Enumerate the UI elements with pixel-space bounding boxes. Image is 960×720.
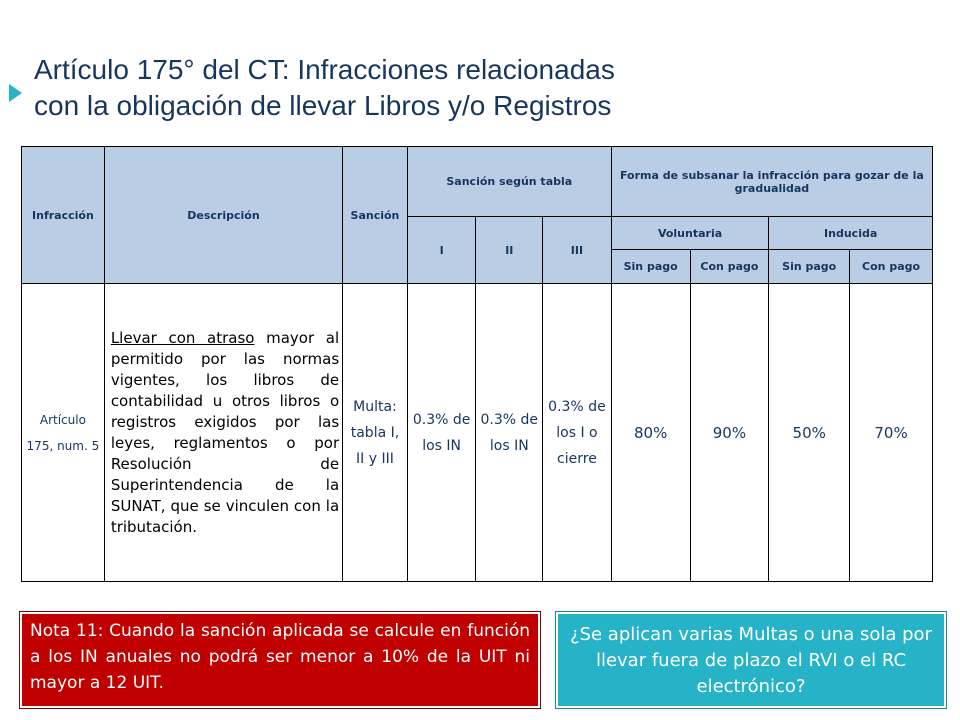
cell-infraccion: Artículo 175, num. 5 bbox=[22, 284, 105, 582]
descripcion-rest: mayor al permitido por las normas vigentes, los libros de contabilidad u otros libros o registros exigidos por las leyes, reglamentos o por Resolución de Superintendencia de la SUNAT, que se vinculen con la tributación. bbox=[110, 328, 340, 536]
header-tabla-II: II bbox=[476, 217, 543, 284]
cell-tabla-II: 0.3% de los IN bbox=[476, 284, 543, 582]
header-tabla-III: III bbox=[543, 217, 612, 284]
cell-tabla-III: 0.3% de los I o cierre bbox=[543, 284, 612, 582]
header-vol-con-pago: Con pago bbox=[690, 250, 769, 284]
page-title bbox=[34, 52, 934, 124]
header-ind-sin-pago: Sin pago bbox=[769, 250, 850, 284]
header-forma-subsanar: Forma de subsanar la infracción para gozar de la gradualidad bbox=[611, 147, 932, 217]
bullet-arrow-icon bbox=[9, 84, 22, 102]
nota-box: Nota 11: Cuando la sanción aplicada se calcule en función a los IN anuales no podrá ser menor a 10% de la UIT ni mayor a 12 UIT. bbox=[20, 612, 540, 708]
table-row bbox=[22, 284, 933, 582]
header-descripcion: Descripción bbox=[104, 147, 342, 284]
header-sancion-tabla: Sanción según tabla bbox=[407, 147, 611, 217]
cell-tabla-I: 0.3% de los IN bbox=[407, 284, 476, 582]
header-inducida: Inducida bbox=[769, 217, 933, 250]
cell-vol-sin-pago: 80% bbox=[611, 284, 690, 582]
descripcion-underlined: Llevar con atraso bbox=[110, 328, 255, 347]
header-ind-con-pago: Con pago bbox=[850, 250, 933, 284]
title-line-1: Artículo 175° del CT: Infracciones relacionadas bbox=[34, 54, 615, 85]
question-box: ¿Se aplican varias Multas o una sola por llevar fuera de plazo el RVI o el RC electrónico? bbox=[556, 612, 946, 708]
header-vol-sin-pago: Sin pago bbox=[611, 250, 690, 284]
header-voluntaria: Voluntaria bbox=[611, 217, 769, 250]
cell-sancion: Multa: tabla I, II y III bbox=[343, 284, 408, 582]
infractions-table bbox=[21, 146, 933, 582]
cell-ind-con-pago: 70% bbox=[850, 284, 933, 582]
header-infraccion: Infracción bbox=[22, 147, 105, 284]
header-sancion: Sanción bbox=[343, 147, 408, 284]
header-tabla-I: I bbox=[407, 217, 476, 284]
cell-ind-sin-pago: 50% bbox=[769, 284, 850, 582]
title-line-2: con la obligación de llevar Libros y/o Registros bbox=[34, 90, 612, 121]
cell-descripcion bbox=[104, 284, 342, 582]
cell-vol-con-pago: 90% bbox=[690, 284, 769, 582]
